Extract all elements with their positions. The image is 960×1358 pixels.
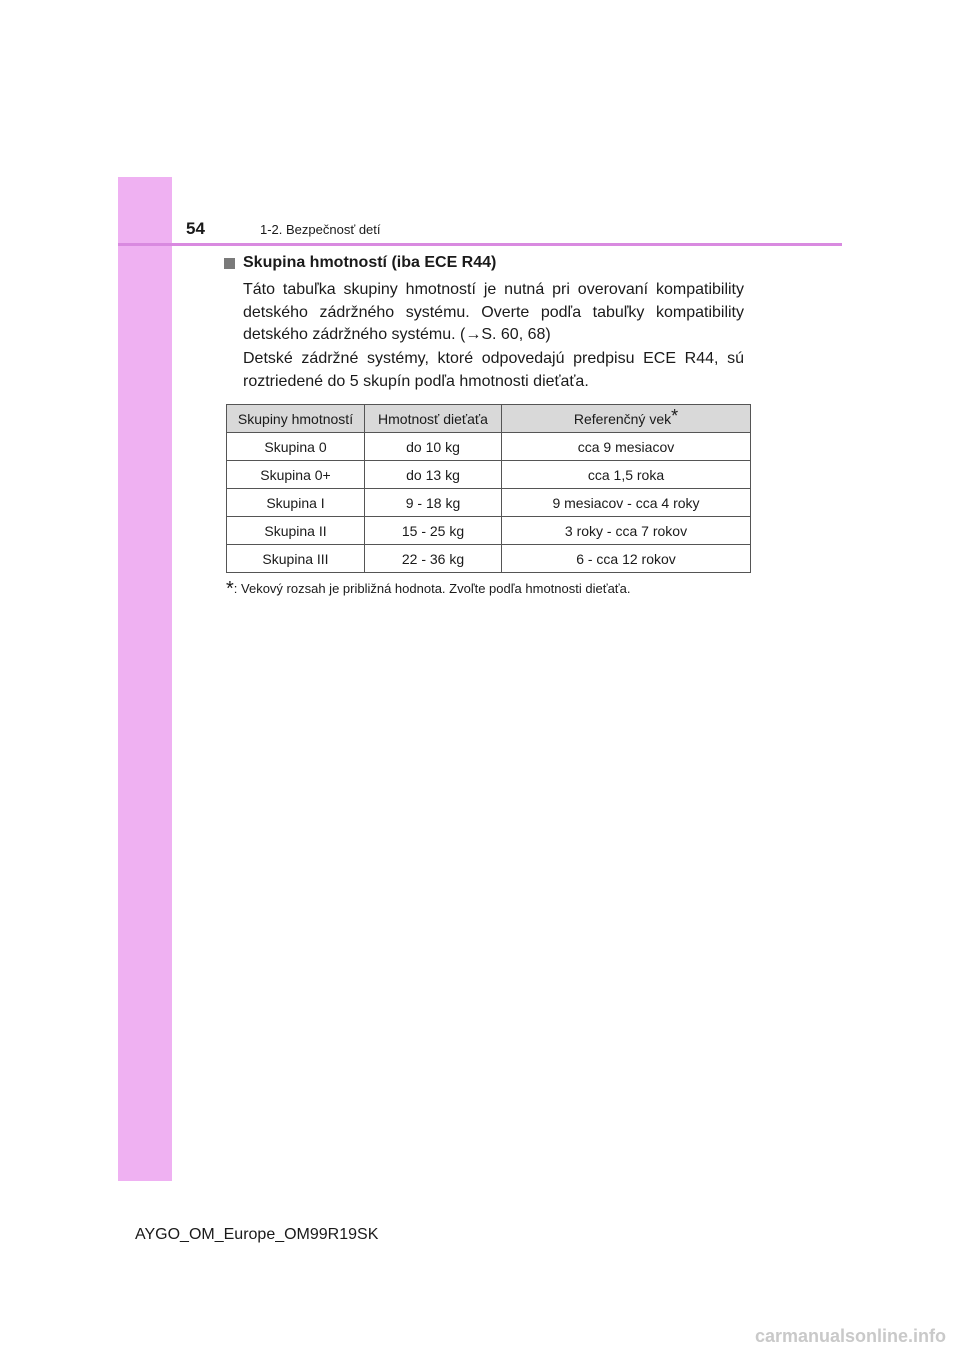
table-row (227, 461, 751, 489)
paragraph-compatibility: Táto tabuľka skupiny hmotností je nutná pri overovaní kompatibility detského zádržného systému. Overte podľa tabuľky kompatibility detského zádržného systému. (→S. 60, 68) (243, 281, 744, 343)
table-cell: Skupina III (227, 545, 365, 573)
table-cell: 15 - 25 kg (365, 517, 502, 545)
table-cell: do 13 kg (365, 461, 502, 489)
table-header-row (227, 405, 751, 433)
header-divider (118, 243, 842, 246)
table-footnote (226, 578, 631, 601)
table-cell: do 10 kg (365, 433, 502, 461)
table-row (227, 517, 751, 545)
page-number: 54 (186, 219, 205, 238)
watermark-text: carmanualsonline.info (754, 1326, 946, 1346)
table-row (227, 489, 751, 517)
document-code: AYGO_OM_Europe_OM99R19SK (135, 1226, 379, 1243)
table-cell: cca 9 mesiacov (502, 433, 751, 461)
table-cell: Skupina II (227, 517, 365, 545)
table-cell: Skupina 0 (227, 433, 365, 461)
header-cell-reference-age (502, 405, 751, 433)
table-cell: 22 - 36 kg (365, 545, 502, 573)
content-heading (224, 254, 496, 272)
asterisk-mark: * (671, 405, 679, 426)
header-cell-child-weight: Hmotnosť dieťaťa (365, 405, 502, 433)
square-bullet-icon (224, 258, 235, 269)
footnote-text: : Vekový rozsah je približná hodnota. Zvoľte podľa hmotnosti dieťaťa. (233, 581, 631, 596)
table-cell: Skupina I (227, 489, 365, 517)
weight-groups-table (226, 404, 751, 573)
header-reference-age-label: Referenčný vek (573, 410, 672, 427)
table-cell: 3 roky - cca 7 rokov (502, 517, 751, 545)
table-cell: Skupina 0+ (227, 461, 365, 489)
table-row (227, 433, 751, 461)
header-cell-weight-groups: Skupiny hmotností (227, 405, 365, 433)
table-row (227, 545, 751, 573)
footnote-asterisk: * (226, 578, 234, 600)
table-cell: 6 - cca 12 rokov (502, 545, 751, 573)
section-title: 1-2. Bezpečnosť detí (260, 222, 381, 237)
side-color-band (118, 177, 172, 1181)
table-cell: 9 - 18 kg (365, 489, 502, 517)
table-cell: cca 1,5 roka (502, 461, 751, 489)
paragraph-groups: Detské zádržné systémy, ktoré odpovedajú predpisu ECE R44, sú roztriedené do 5 skupín podľa hmotnosti dieťaťa. (243, 350, 744, 390)
table-cell: 9 mesiacov - cca 4 roky (502, 489, 751, 517)
heading-text: Skupina hmotností (iba ECE R44) (243, 254, 497, 271)
